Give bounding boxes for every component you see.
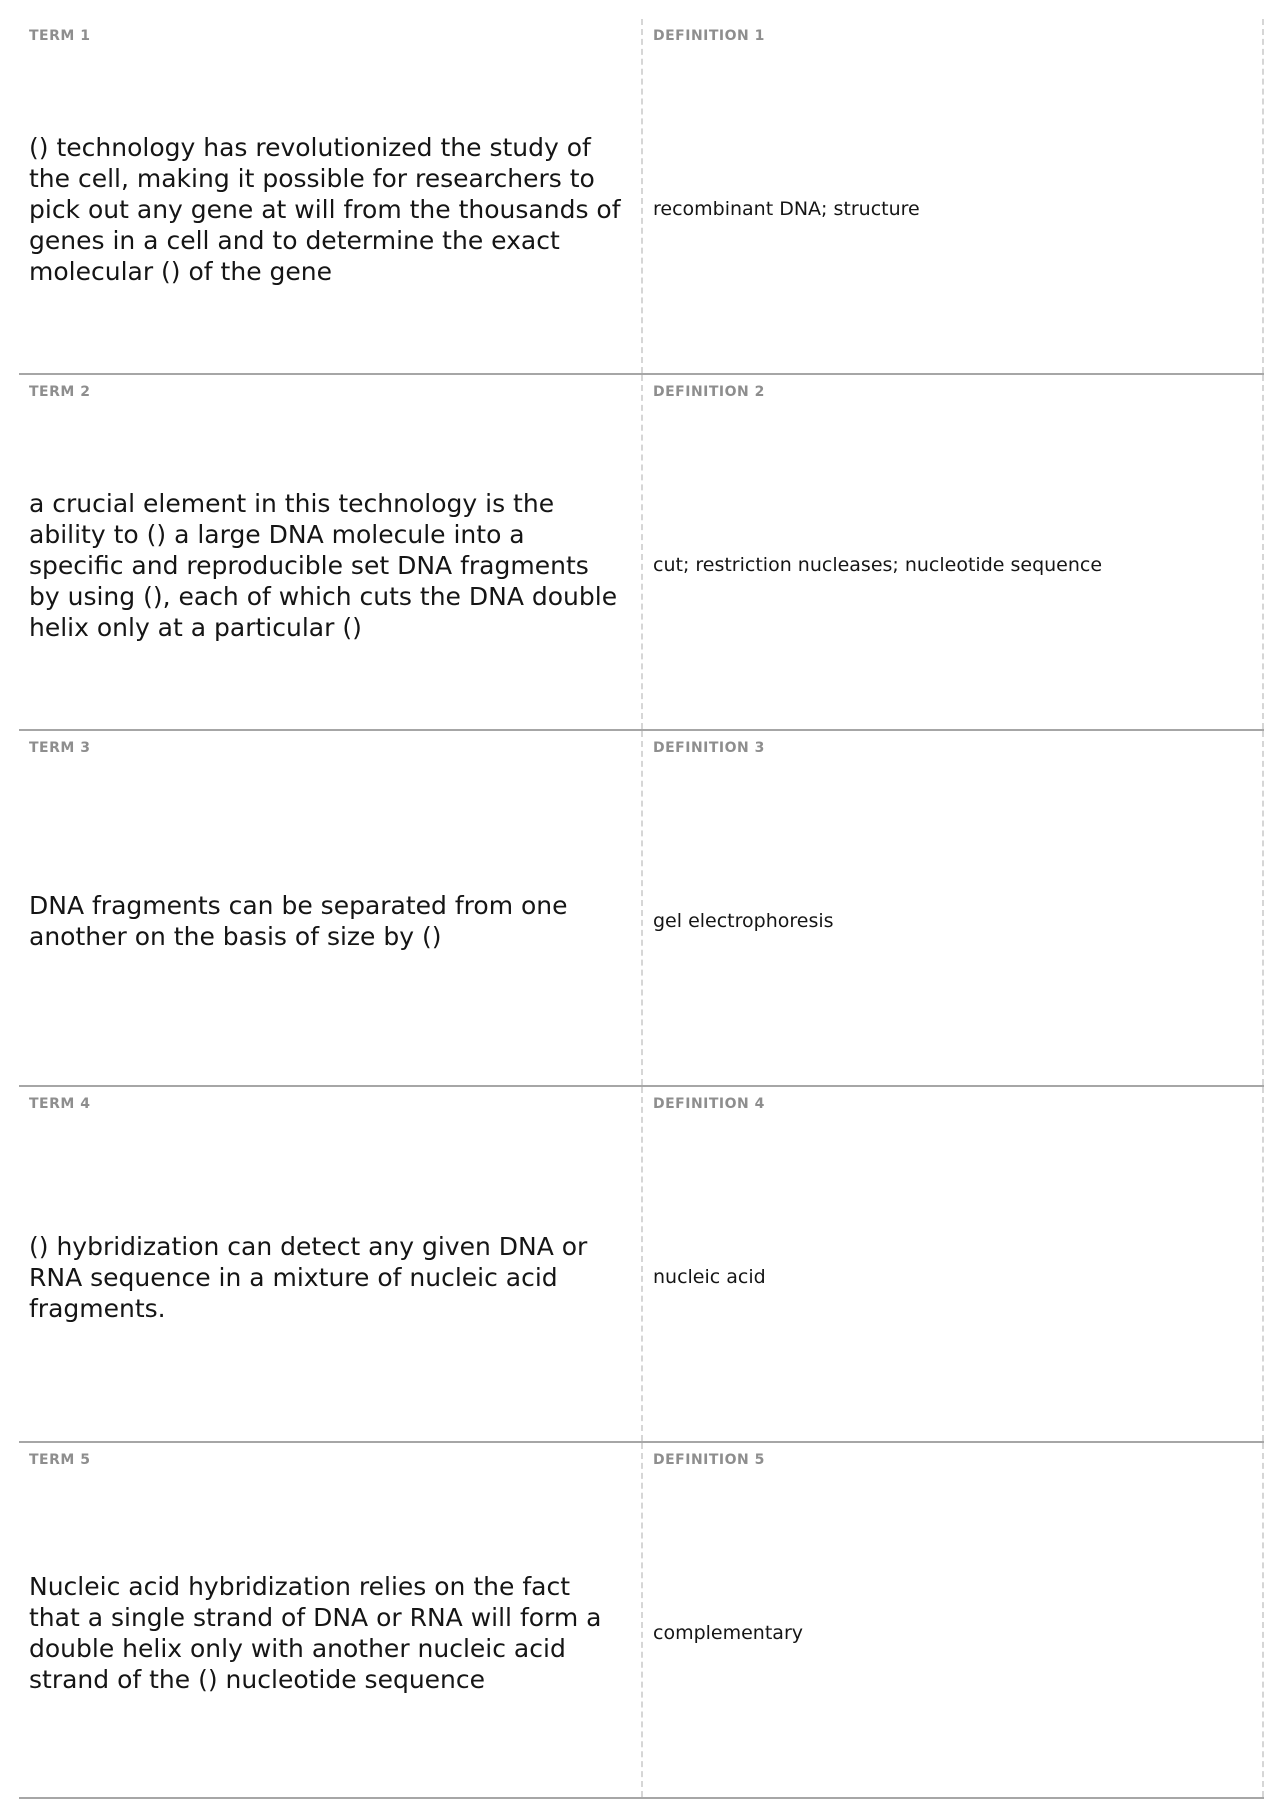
term-label: TERM 3: [29, 740, 91, 756]
term-text: DNA fragments can be separated from one another on the basis of size by (): [29, 891, 568, 951]
definition-text: recombinant DNA; structure: [653, 198, 920, 220]
term-cell: [19, 1087, 643, 1441]
term-text: Nucleic acid hybridization relies on the fact that a single strand of DNA or RNA will form a double helix only with another nucleic acid strand of the () nucleotide sequence: [29, 1572, 602, 1694]
term-text: () hybridization can detect any given DNA or RNA sequence in a mixture of nucleic acid fragments.: [29, 1231, 588, 1323]
flashcard-sheet: [19, 19, 1264, 1799]
flashcard-row: [19, 1443, 1264, 1799]
term-label: TERM 5: [29, 1452, 91, 1468]
definition-label: DEFINITION 5: [653, 1452, 765, 1468]
flashcard-row: [19, 375, 1264, 731]
term-label: TERM 1: [29, 28, 91, 44]
definition-text: cut; restriction nucleases; nucleotide sequence: [653, 554, 1103, 576]
flashcard-row: [19, 1087, 1264, 1443]
term-text: () technology has revolutionized the study of the cell, making it possible for researchers to pick out any gene at will from the thousands of genes in a cell and to determine the exact molecular () of the gene: [29, 132, 621, 286]
definition-cell: [643, 1443, 1264, 1797]
flashcard-row: [19, 19, 1264, 375]
term-cell: [19, 1443, 643, 1797]
definition-text: nucleic acid: [653, 1266, 766, 1288]
definition-label: DEFINITION 2: [653, 384, 765, 400]
term-cell: [19, 19, 643, 373]
definition-text: gel electrophoresis: [653, 910, 834, 932]
term-label: TERM 4: [29, 1096, 91, 1112]
definition-text: complementary: [653, 1622, 803, 1644]
definition-cell: [643, 19, 1264, 373]
term-label: TERM 2: [29, 384, 91, 400]
definition-cell: [643, 1087, 1264, 1441]
definition-label: DEFINITION 4: [653, 1096, 765, 1112]
flashcard-row: [19, 731, 1264, 1087]
definition-cell: [643, 731, 1264, 1085]
term-cell: [19, 375, 643, 729]
definition-label: DEFINITION 1: [653, 28, 765, 44]
definition-cell: [643, 375, 1264, 729]
term-text: a crucial element in this technology is the ability to () a large DNA molecule into a specific and reproducible set DNA fragments by using (), each of which cuts the DNA double helix only at a particular (): [29, 488, 618, 642]
term-cell: [19, 731, 643, 1085]
definition-label: DEFINITION 3: [653, 740, 765, 756]
